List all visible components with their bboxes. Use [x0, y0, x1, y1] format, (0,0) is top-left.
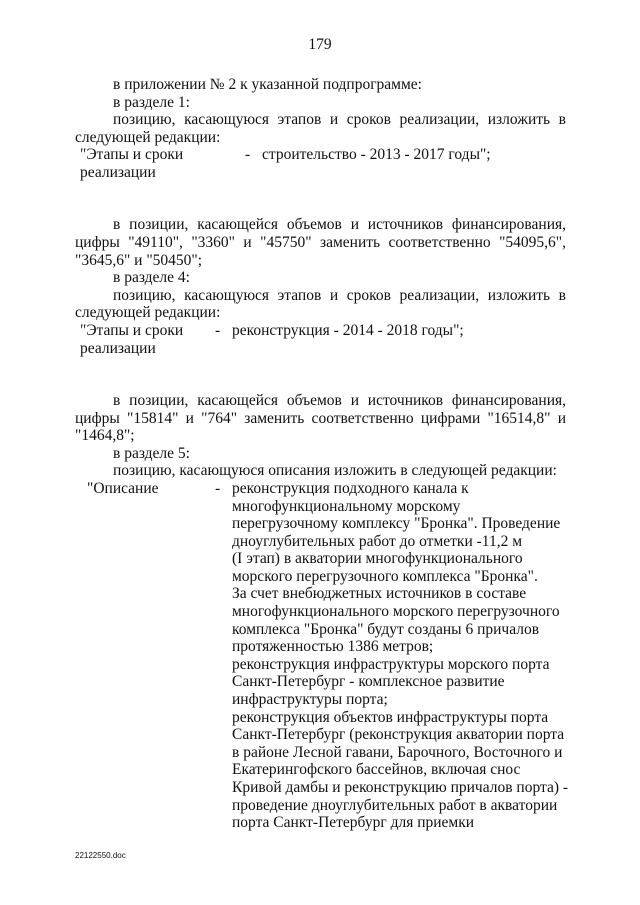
- description-line: реконструкция объектов инфраструктуры порта: [232, 708, 549, 726]
- description-line: Екатерингофского бассейнов, включая снос: [232, 761, 521, 779]
- section-heading: в разделе 5:: [113, 444, 190, 462]
- description-line: в районе Лесной гавани, Барочного, Восточного и: [232, 743, 563, 761]
- paragraph-line: "1464,8";: [75, 427, 135, 445]
- paragraph-line: в позиции, касающейся объемов и источников финансирования,: [113, 216, 566, 234]
- row-value: реконструкция - 2014 - 2018 годы";: [232, 321, 464, 339]
- description-line: многофункционального морского перегрузочного: [232, 603, 560, 621]
- description-line: реконструкция инфраструктуры морского порта: [232, 655, 550, 673]
- description-dash: -: [215, 479, 221, 497]
- description-line: дноуглубительных работ до отметки -11,2 м: [232, 532, 523, 550]
- paragraph-line: позицию, касающуюся этапов и сроков реализации, изложить в: [113, 111, 566, 129]
- description-line: проведение дноуглубительных работ в акватории: [232, 796, 558, 814]
- row-dash: -: [215, 321, 221, 339]
- description-line: протяженностью 1386 метров;: [232, 638, 434, 656]
- description-line: морского перегрузочного комплекса "Бронка".: [232, 567, 538, 585]
- description-line: Санкт-Петербург - комплексное развитие: [232, 673, 505, 691]
- paragraph-line: цифры "15814" и "764" заменить соответственно цифрами "16514,8" и: [75, 409, 566, 427]
- description-line: (I этап) в акватории многофункционального: [232, 550, 523, 568]
- stages-row-1: [75, 146, 566, 181]
- description-line: Кривой дамбы и реконструкцию причалов порта) -: [232, 779, 569, 796]
- description-text: [232, 479, 569, 832]
- paragraph-line: позицию, касающуюся этапов и сроков реализации, изложить в: [113, 286, 566, 304]
- row-dash: -: [245, 146, 251, 164]
- paragraph-line: цифры "49110", "3360" и "45750" заменить соответственно "54095,6",: [75, 233, 566, 251]
- description-line: порта Санкт-Петербург для приемки: [232, 814, 475, 832]
- paragraph-line: следующей редакции:: [75, 128, 221, 146]
- document-body: [75, 76, 569, 835]
- section-heading: в разделе 1:: [113, 93, 190, 111]
- stages-row-2: [75, 322, 566, 357]
- description-line: За счет внебюджетных источников в составе: [232, 585, 527, 603]
- description-line: Санкт-Петербург (реконструкция акватории порта: [232, 726, 565, 744]
- description-line: комплекса "Бронка" будут созданы 6 причалов: [232, 620, 540, 638]
- row-label: реализации: [80, 163, 156, 181]
- row-label: "Этапы и сроки: [80, 146, 184, 164]
- description-label: "Описание: [87, 479, 159, 497]
- row-label: "Этапы и сроки: [80, 321, 184, 339]
- description-line: реконструкция подходного канала к: [232, 479, 469, 497]
- paragraph-line: позицию, касающуюся описания изложить в следующей редакции:: [113, 462, 557, 480]
- description-line: инфраструктуры порта;: [232, 691, 388, 709]
- page-number: 179: [308, 36, 332, 53]
- description-line: многофункциональному морскому: [232, 497, 461, 515]
- description-row: [75, 479, 569, 835]
- row-value: строительство - 2013 - 2017 годы";: [262, 146, 491, 164]
- file-name-footer: 22122550.doc: [75, 851, 126, 860]
- description-line: перегрузочному комплексу "Бронка". Проведение: [232, 515, 561, 533]
- text-line: в приложении № 2 к указанной подпрограмме:: [113, 76, 422, 93]
- paragraph-line: "3645,6" и "50450";: [75, 251, 203, 269]
- row-label: реализации: [80, 339, 156, 357]
- paragraph-line: в позиции, касающейся объемов и источников финансирования,: [113, 391, 566, 409]
- section-heading: в разделе 4:: [113, 269, 190, 287]
- paragraph-line: следующей редакции:: [75, 304, 221, 322]
